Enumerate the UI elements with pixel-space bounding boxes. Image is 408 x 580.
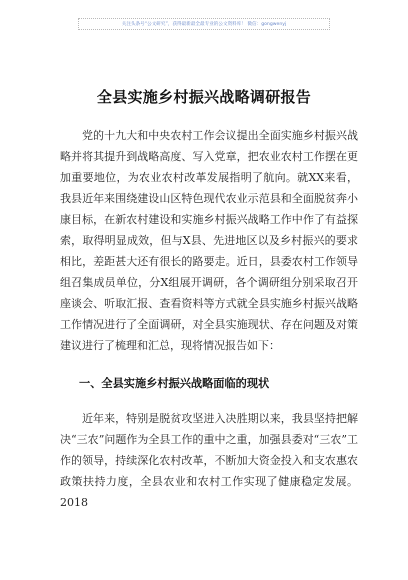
document-title: 全县实施乡村振兴战略调研报告 <box>96 88 312 107</box>
promo-banner: 关注头条号“公文研究”，获得最新最全最专业的公文资料库！ 微信：gongwenyj <box>78 18 330 30</box>
intro-paragraph: 党的十九大和中央农村工作会议提出全面实施乡村振兴战略并将其提升到战略高度、写入党章，把农业农村工作摆在更加重要地位，为农业农村改革发展指明了航向。就XX来看，我县近年来围绕建设山区特色现代农业示范县和全面脱贫奔小康目标，在新农村建设和实施乡村振兴战略工作中作了有益探索，取得明显成效，但与X县、先进地区以及乡村振兴的要求相比，差距甚大还有很长的路要走。近日，县委农村工作领导组召集成员单位，分X组展开调研，各个调研组分别采取召开座谈会、听取汇报、查看资料等方式就全县实施乡村振兴战略工作情况进行了全面调研，对全县实施现状、存在问题及对策建议进行了梳理和汇总，现将情况报告如下： <box>60 129 358 352</box>
section-paragraph: 近年来，特别是脱贫攻坚进入决胜期以来，我县坚持把解决“三农”问题作为全县工作的重中之重，加强县委对“三农”工作的领导，持续深化农村改革，不断加大资金投入和支农惠农政策扶持力度，全县农业和农村工作实现了健康稳定发展。2018 <box>60 412 358 509</box>
section-heading: 一、全县实施乡村振兴战略面临的现状 <box>79 377 270 390</box>
